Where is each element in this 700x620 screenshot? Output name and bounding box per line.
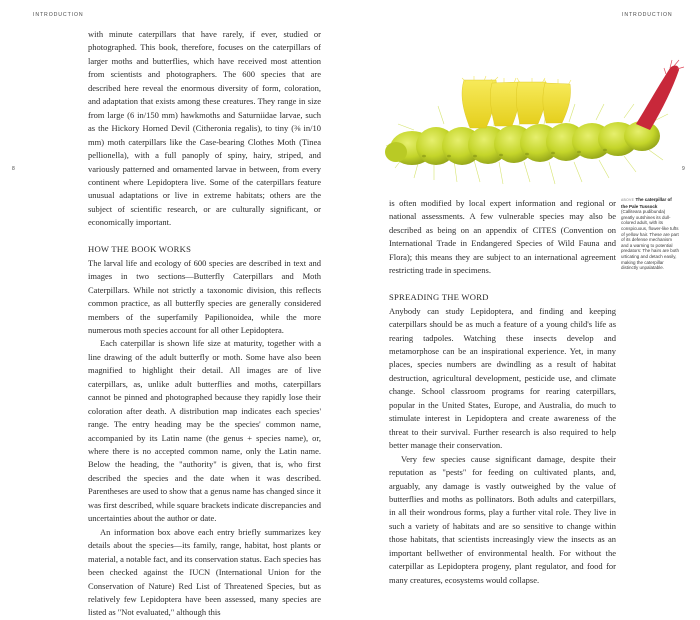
- photo-caption: [621, 197, 679, 271]
- right-text-column: [389, 197, 616, 587]
- spacer: [88, 230, 321, 243]
- paragraph: with minute caterpillars that have rarely, if ever, studied or photographed. This book, therefore, focuses on the caterpillars of larger moths and butterflies, which have received most attention from scientists and photographers. The 600 species that are described here reveal the enormous diversity of form, coloration, and adaptation that exists among these creatures. They range in size from large (6 in/150 mm) hawkmoths and Saturniidae larvae, such as the Hickory Horned Devil (Citheronia regalis), to tiny (⅜ in/10 mm) moth caterpillars like the Case-bearing Clothes Moth (Tinea pellionella), with a full panoply of spiny, hairy, striped, and variously patterned and ornamented larvae in between, from every continent where Lepidoptera live. Some of the caterpillars feature unusual adaptations or live in extreme habitats; others are the subject of scientific research, or are culturally significant, or economically important.: [88, 29, 321, 228]
- red-tail-tuft: [636, 66, 679, 130]
- paragraph: Very few species cause significant damage, despite their reputation as "pests" for feeding on cultivated plants, and, arguably, any damage is vastly outweighed by the value of butterflies and moths as pollinators. Both adults and caterpillars, in all their wondrous forms, play a further vital role. They live in such a variety of habitats and are so sensitive to change within those habitats, that scientists increasingly view the insects as an important bellwether of environmental health. For without the caterpillar as Lepidoptera progeny, plant regulator, and food for many creatures, ecosystems would collapse.: [389, 453, 616, 585]
- caterpillar-head: [385, 142, 407, 162]
- paragraph: The larval life and ecology of 600 species are described in text and images in two sections—Butterfly Caterpillars and Moth Caterpillars. While not strictly a taxonomic division, this reflects common practice, as all butterfly species are generally considered members of the superfamily Papilionoidea, while the more numerous moth species account for all other Lepidoptera.: [88, 257, 321, 335]
- paragraph: is often modified by local expert information and regional or national assessments. A few vulnerable species may also be described as being on an appendix of CITES (Convention on International Trade in Endangered Species of Wild Fauna and Flora); this means they are subject to an international agreement restricting trade in specimens.: [389, 198, 616, 276]
- caption-title: The caterpillar of the Pale Tussock: [621, 197, 672, 209]
- caption-body: (Calliteara pudibunda) greatly outshines its dull-colored adult, with its conspicuous, flower-like tufts of yellow hair. These are part of its defense mechanism and a warning to potential predators: The hairs are both urticating and detach easily, making the caterpillar distinctly unpalatable.: [621, 209, 679, 271]
- page-number-left: 8: [12, 166, 15, 172]
- caterpillar-photo: [374, 38, 696, 200]
- spacer: [389, 278, 616, 291]
- paragraph: An information box above each entry briefly summarizes key details about the species—its family, range, habitat, host plants or material, a notable fact, and its conservation status. Each species has been checked against the IUCN (International Union for the Conservation of Nature) Red List of Threatened Species, but as relatively few Lepidoptera have been assessed, many species are listed as "Not evaluated," although this: [88, 526, 321, 618]
- paragraph: Anybody can study Lepidoptera, and finding and keeping caterpillars should be as much a feature of a young child's life as rearing tadpoles. Watching these insects develop and metamorphose can be an inspirational experience. Yet, in many places, species numbers are dwindling as a result of habitat destruction, agricultural development, pesticide use, and climate change. School classroom programs for rearing caterpillars, popular in the United States, Europe, and Australia, do much to stimulate interest in Lepidoptera and create awareness of the threat to their survival. Further research is also required to help better manage their conservation.: [389, 305, 616, 451]
- section-heading: HOW THE BOOK WORKS: [88, 244, 192, 255]
- section-heading: SPREADING THE WORD: [389, 292, 489, 303]
- page-number-right: 9: [682, 166, 685, 172]
- running-head-right: INTRODUCTION: [622, 12, 673, 18]
- running-head-left: INTRODUCTION: [33, 12, 84, 18]
- paragraph: Each caterpillar is shown life size at maturity, together with a line drawing of the adult butterfly or moth. Some have also been magnified to highlight their detail. All images are of live caterpillars, as, unlike adult butterflies and moths, caterpillars cannot be pinned and photographed because they rapidly lose their coloration after death. A distribution map indicates each species' range. The entry heading may be the species' common name, accompanied by its Latin name (the genus + species name), or, where there is no accepted common name, only the Latin name. Below the heading, the "authority" is given, that is, who first described the species and the date when it was described. Parentheses are used to show that a genus name has changed since it was first described, while square brackets indicate discrepancies and uncertainties about the author or date.: [88, 338, 321, 524]
- caption-label: ABOVE: [621, 198, 635, 202]
- left-text-column: [88, 28, 321, 620]
